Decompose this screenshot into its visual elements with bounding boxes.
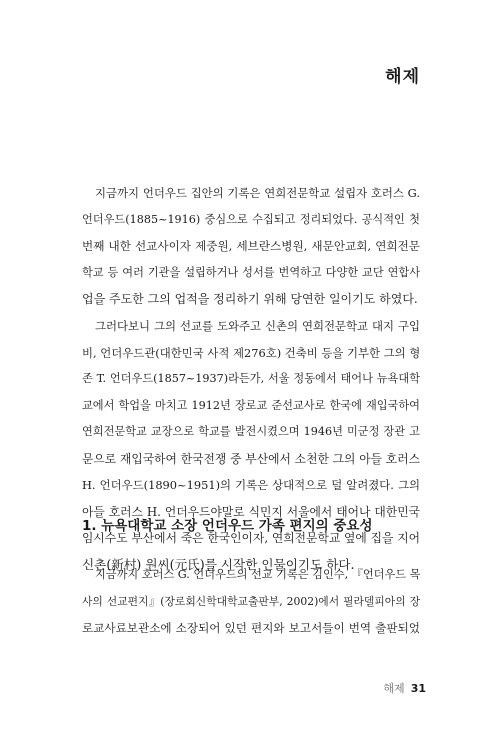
text-line: 임시수도 부산에서 죽은 한국인이자, 연희전문학교 옆에 집을 지어 bbox=[82, 531, 420, 545]
paragraph-1 bbox=[82, 180, 420, 313]
text-line: 아들 호러스 H. 언더우드야말로 식민지 서울에서 태어나 대한민국 bbox=[82, 504, 420, 519]
text-line: 언더우드(1885~1916) 중심으로 수집되고 정리되었다. 공식적인 첫 bbox=[82, 212, 420, 226]
running-footer-label: 해제 bbox=[383, 682, 405, 695]
text-line: 문으로 재입국하여 한국전쟁 중 부산에서 소천한 그의 아들 호러스 bbox=[82, 451, 420, 466]
text-line: 신촌(新村) 원씨(元氏)를 시작한 인물이기도 하다. bbox=[82, 556, 355, 572]
paragraph-3 bbox=[82, 562, 420, 642]
text-line: 지금까지 호러스 G. 언더우드의 선교 기록은 김인수, 『언더우드 목 bbox=[95, 568, 420, 581]
text-line: 번째 내한 선교사이자 제중원, 세브란스병원, 새문안교회, 연희전문 bbox=[82, 239, 420, 253]
section-title: 해제 bbox=[385, 67, 420, 87]
section-heading: 1. 뉴욕대학교 소장 언더우드 가족 편지의 중요성 bbox=[82, 518, 373, 534]
paragraph-2 bbox=[82, 313, 420, 578]
text-line: 존 T. 언더우드(1857~1937)라든가, 서울 정동에서 태어나 뉴욕대학 bbox=[82, 372, 420, 385]
text-line: 그러다보니 그의 선교를 도와주고 신촌의 연희전문학교 대지 구입 bbox=[95, 319, 420, 333]
text-line: H. 언더우드(1890~1951)의 기록은 상대적으로 덜 알려졌다. 그의 bbox=[82, 478, 420, 492]
text-line: 연희전문학교 교장으로 학교를 발전시켰으며 1946년 미군정 장관 고 bbox=[82, 425, 420, 438]
text-line: 지금까지 언더우드 집안의 기록은 연희전문학교 설립자 호러스 G. bbox=[95, 186, 420, 200]
text-line: 학교 등 여러 기관을 설립하거나 성서를 번역하고 다양한 교단 연합사 bbox=[82, 265, 420, 279]
page-footer bbox=[383, 680, 426, 696]
text-line: 교에서 학업을 마치고 1912년 장로교 준선교사로 한국에 재입국하여 bbox=[82, 398, 420, 412]
page-number: 31 bbox=[410, 682, 426, 695]
text-line: 업을 주도한 그의 업적을 정리하기 위해 당연한 일이기도 하였다. bbox=[82, 292, 418, 306]
text-line: 사의 선교편지』(장로회신학대학교출판부, 2002)에서 필라델피아의 장 bbox=[82, 594, 420, 608]
text-line: 비, 언더우드관(대한민국 사적 제276호) 건축비 등을 기부한 그의 형 bbox=[82, 345, 420, 360]
text-line: 로교사료보관소에 소장되어 있던 편지와 보고서들이 번역 출판되었 bbox=[82, 621, 420, 635]
